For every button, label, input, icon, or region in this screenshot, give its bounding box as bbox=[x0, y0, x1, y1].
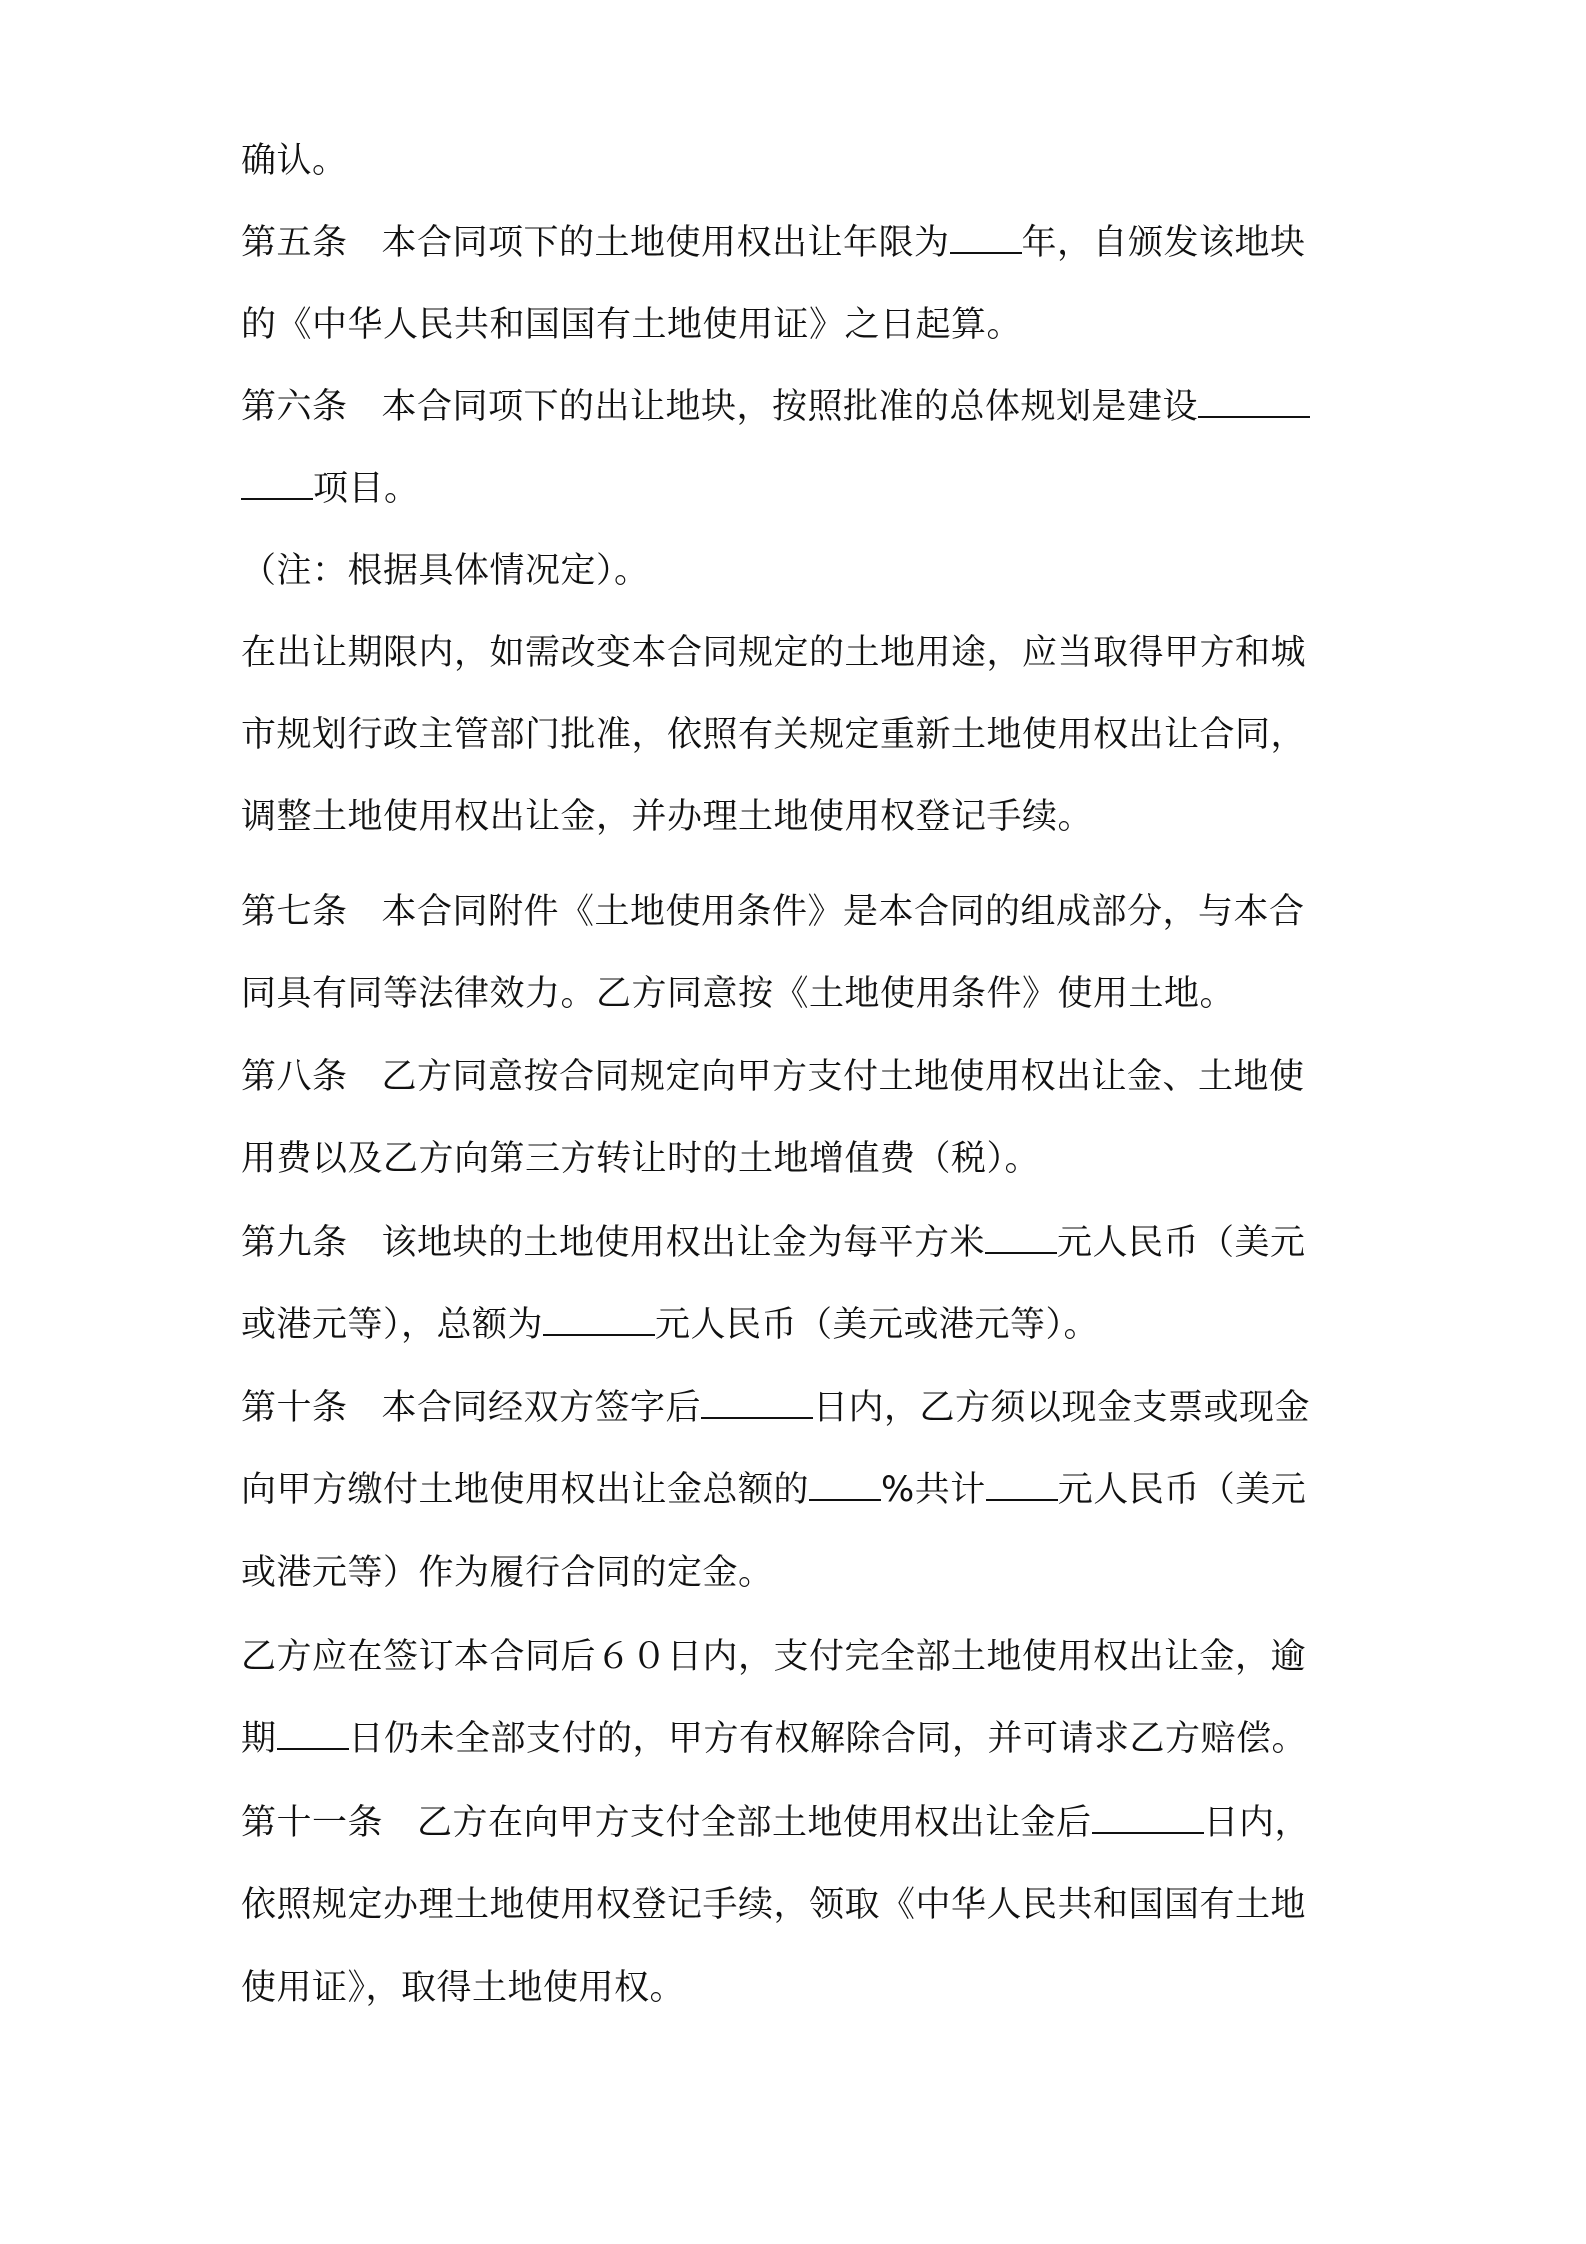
text-segment: 或港元等），总额为 bbox=[241, 1305, 544, 1345]
text-line bbox=[241, 1302, 1099, 1348]
text-segment: 市规划行政主管部门批准，依照有关规定重新土地使用权出让合同， bbox=[241, 715, 1307, 755]
article-heading: 第八条 bbox=[241, 1057, 348, 1097]
text-segment: 使用证》，取得土地使用权。 bbox=[241, 1968, 686, 2008]
text-segment: 同具有同等法律效力。乙方同意按《土地使用条件》使用土地。 bbox=[241, 974, 1236, 1014]
text-segment: 本合同附件《土地使用条件》是本合同的组成部分，与本合 bbox=[381, 892, 1305, 932]
text-segment: 用费以及乙方向第三方转让时的土地增值费（税）。 bbox=[241, 1139, 1041, 1179]
fill-in-blank[interactable] bbox=[241, 468, 313, 500]
text-segment: 项目。 bbox=[313, 469, 420, 509]
text-line bbox=[241, 630, 1306, 676]
text-line bbox=[241, 1550, 774, 1596]
article-9-line bbox=[241, 1220, 1306, 1266]
text-segment: 乙方应在签订本合同后６０日内，支付完全部土地使用权出让金，逾 bbox=[241, 1637, 1307, 1677]
fill-in-blank[interactable] bbox=[1198, 386, 1310, 418]
article-11-line bbox=[241, 1800, 1310, 1846]
text-line bbox=[241, 1467, 1306, 1513]
text-segment: 在出让期限内，如需改变本合同规定的土地用途，应当取得甲方和城 bbox=[241, 633, 1307, 673]
text-segment: 向甲方缴付土地使用权出让金总额的 bbox=[241, 1470, 810, 1510]
text-segment: %共计 bbox=[881, 1470, 986, 1510]
text-line bbox=[241, 138, 348, 184]
text-segment: 的《中华人民共和国国有土地使用证》之日起算。 bbox=[241, 305, 1023, 345]
article-heading: 第五条 bbox=[241, 223, 348, 263]
article-10-line bbox=[241, 1385, 1310, 1431]
text-line bbox=[241, 1634, 1306, 1680]
text-line bbox=[241, 1136, 1040, 1182]
fill-in-blank[interactable] bbox=[701, 1387, 813, 1419]
text-segment: 乙方同意按合同规定向甲方支付土地使用权出让金、土地使 bbox=[381, 1057, 1305, 1097]
text-segment: 元人民币（美元或港元等）。 bbox=[655, 1305, 1100, 1345]
text-segment: 本合同经双方签字后 bbox=[381, 1388, 702, 1428]
article-heading: 第七条 bbox=[241, 892, 348, 932]
text-segment: 期 bbox=[241, 1719, 277, 1759]
text-line bbox=[241, 712, 1306, 758]
article-heading: 第六条 bbox=[241, 387, 348, 427]
note-text: （注：根据具体情况定）。 bbox=[241, 551, 650, 591]
text-line bbox=[241, 794, 1093, 840]
text-segment: 依照规定办理土地使用权登记手续，领取《中华人民共和国国有土地 bbox=[241, 1885, 1307, 1925]
article-7-line bbox=[241, 889, 1305, 935]
fill-in-blank[interactable] bbox=[1092, 1802, 1204, 1834]
text-segment: 调整土地使用权出让金，并办理土地使用权登记手续。 bbox=[241, 797, 1094, 837]
article-heading: 第十一条 bbox=[241, 1803, 384, 1843]
article-5-line bbox=[241, 220, 1306, 266]
text-segment: 或港元等）作为履行合同的定金。 bbox=[241, 1553, 774, 1593]
article-heading: 第九条 bbox=[241, 1223, 348, 1263]
text-segment: 乙方在向甲方支付全部土地使用权出让金后 bbox=[417, 1803, 1092, 1843]
text-segment: 元人民币（美元 bbox=[1057, 1470, 1307, 1510]
fill-in-blank[interactable] bbox=[543, 1304, 655, 1336]
fill-in-blank[interactable] bbox=[986, 1469, 1058, 1501]
note-line bbox=[241, 548, 650, 594]
text-line bbox=[241, 302, 1022, 348]
text-line bbox=[241, 1965, 685, 2011]
text-segment: 元人民币（美元 bbox=[1057, 1223, 1306, 1263]
fill-in-blank[interactable] bbox=[985, 1222, 1057, 1254]
text-line bbox=[241, 1882, 1306, 1928]
text-segment: 日内， bbox=[1203, 1803, 1311, 1843]
text-line bbox=[241, 1716, 1307, 1762]
text-line bbox=[241, 971, 1235, 1017]
text-segment: 日内，乙方须以现金支票或现金 bbox=[813, 1388, 1311, 1428]
text-line bbox=[241, 466, 420, 512]
text-segment: 本合同项下的出让地块，按照批准的总体规划是建设 bbox=[381, 387, 1199, 427]
article-6-line bbox=[241, 384, 1310, 430]
text-segment: 确认。 bbox=[241, 141, 348, 181]
text-segment: 该地块的土地使用权出让金为每平方米 bbox=[381, 1223, 986, 1263]
text-segment: 本合同项下的土地使用权出让年限为 bbox=[381, 223, 950, 263]
article-8-line bbox=[241, 1054, 1305, 1100]
text-segment: 日仍未全部支付的，甲方有权解除合同，并可请求乙方赔偿。 bbox=[348, 1719, 1308, 1759]
fill-in-blank[interactable] bbox=[950, 222, 1022, 254]
fill-in-blank[interactable] bbox=[809, 1469, 881, 1501]
article-heading: 第十条 bbox=[241, 1388, 348, 1428]
text-segment: 年，自颁发该地块 bbox=[1021, 223, 1306, 263]
fill-in-blank[interactable] bbox=[277, 1718, 349, 1750]
